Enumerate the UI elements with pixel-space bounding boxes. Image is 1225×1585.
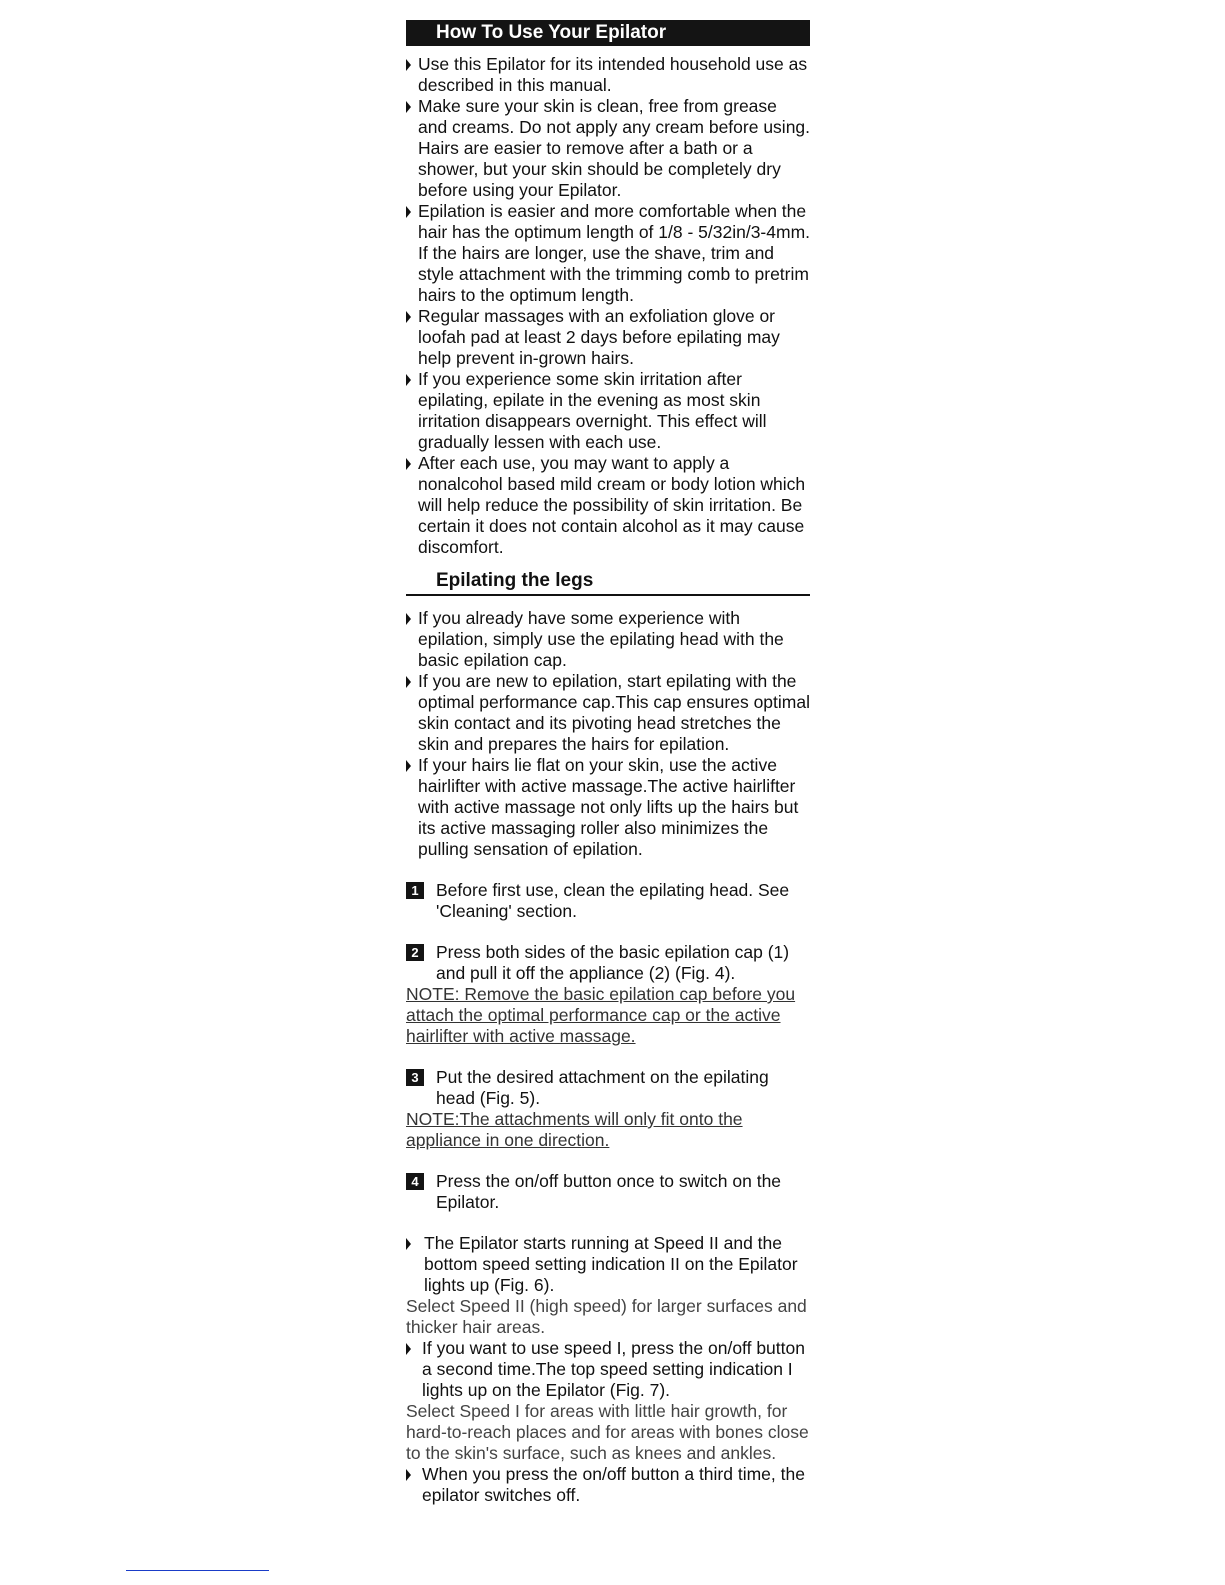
list-item: When you press the on/off button a third time, the epilator switches off. bbox=[406, 1464, 810, 1506]
speed-description: Select Speed II (high speed) for larger surfaces and thicker hair areas. bbox=[406, 1296, 807, 1337]
page-column bbox=[406, 20, 810, 1506]
step-number-badge: 4 bbox=[406, 1173, 424, 1190]
list-item: If you want to use speed I, press the on/off button a second time.The top speed setting indication I lights up on the Epilator (Fig. 7). bbox=[406, 1338, 810, 1401]
list-item: The Epilator starts running at Speed II and the bottom speed setting indication II on the Epilator lights up (Fig. 6). bbox=[406, 1233, 810, 1296]
step-note: NOTE:The attachments will only fit onto the appliance in one direction. bbox=[406, 1109, 743, 1150]
step-note: NOTE: Remove the basic epilation cap before you attach the optimal performance cap or the active hairlifter with active massage. bbox=[406, 984, 796, 1046]
step-number-badge: 3 bbox=[406, 1069, 424, 1086]
step-number-badge: 2 bbox=[406, 944, 424, 961]
bullet-icon bbox=[406, 613, 411, 625]
list-item: If you experience some skin irritation after epilating, epilate in the evening as most skin irritation disappears overnight. This effect will gradually lessen with each use. bbox=[406, 369, 810, 453]
section-heading: Epilating the legs bbox=[406, 568, 810, 596]
bullet-icon bbox=[406, 1343, 411, 1355]
step-3: 3 Put the desired attachment on the epilating head (Fig. 5). bbox=[406, 1067, 810, 1109]
bullet-icon bbox=[406, 1469, 411, 1481]
list-item: After each use, you may want to apply a nonalcohol based mild cream or body lotion which will help reduce the possibility of skin irritation. Be certain it does not contain alcohol as it may cause discomfort. bbox=[406, 453, 810, 558]
list-item: If you already have some experience with epilation, simply use the epilating head with the basic epilation cap. bbox=[406, 608, 810, 671]
bullet-icon bbox=[406, 1238, 411, 1250]
step-4: 4 Press the on/off button once to switch on the Epilator. bbox=[406, 1171, 810, 1213]
page-title: How To Use Your Epilator bbox=[406, 20, 810, 46]
list-item: Epilation is easier and more comfortable when the hair has the optimum length of 1/8 - 5/32in/3-4mm. If the hairs are longer, use the shave, trim and style attachment with the trimming comb to pretrim hairs to the optimum length. bbox=[406, 201, 810, 306]
bullet-icon bbox=[406, 311, 411, 323]
list-item: If your hairs lie flat on your skin, use the active hairlifter with active massage.The active hairlifter with active massage not only lifts up the hairs but its active massaging roller also minimizes the pulling sensation of epilation. bbox=[406, 755, 810, 860]
bullet-icon bbox=[406, 206, 411, 218]
bullet-icon bbox=[406, 458, 411, 470]
bullet-icon bbox=[406, 374, 411, 386]
list-item: Make sure your skin is clean, free from grease and creams. Do not apply any cream before using. Hairs are easier to remove after a bath or a shower, but your skin should be completely dry before using your Epilator. bbox=[406, 96, 810, 201]
step-2: 2 Press both sides of the basic epilation cap (1) and pull it off the appliance (2) (Fig. 4). bbox=[406, 942, 810, 984]
bullet-icon bbox=[406, 760, 411, 772]
speed-description: Select Speed I for areas with little hair growth, for hard-to-reach places and for areas with bones close to the skin's surface, such as knees and ankles. bbox=[406, 1401, 809, 1463]
list-item: If you are new to epilation, start epilating with the optimal performance cap.This cap ensures optimal skin contact and its pivoting head stretches the skin and prepares the hairs for epilation. bbox=[406, 671, 810, 755]
bullet-icon bbox=[406, 59, 411, 71]
footer-rule bbox=[126, 1570, 269, 1571]
step-number-badge: 1 bbox=[406, 882, 424, 899]
list-item: Use this Epilator for its intended household use as described in this manual. bbox=[406, 54, 810, 96]
bullet-icon bbox=[406, 101, 411, 113]
bullet-icon bbox=[406, 676, 411, 688]
step-1: 1 Before first use, clean the epilating head. See 'Cleaning' section. bbox=[406, 880, 810, 922]
list-item: Regular massages with an exfoliation glove or loofah pad at least 2 days before epilating may help prevent in-grown hairs. bbox=[406, 306, 810, 369]
